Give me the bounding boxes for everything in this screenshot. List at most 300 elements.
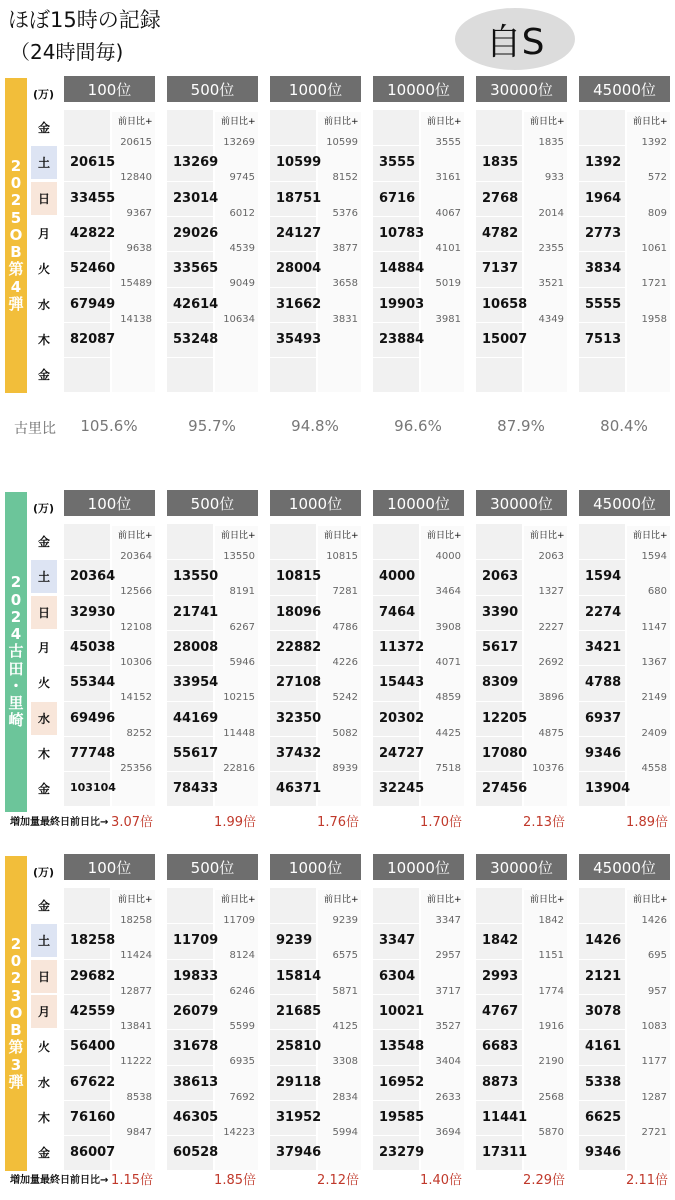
cell-value: 11709 [173, 933, 219, 949]
row-divider [167, 595, 213, 596]
row-divider [373, 322, 419, 323]
row-divider [579, 216, 625, 217]
cell-value: 33954 [173, 675, 219, 691]
diff-value: 1177 [641, 1056, 667, 1068]
diff-value: 1392 [641, 137, 667, 148]
diff-value: 1151 [538, 950, 564, 962]
cell-value: 31662 [276, 296, 322, 312]
row-divider [64, 665, 110, 666]
season-label-char: 0 [10, 590, 22, 609]
row-divider [373, 181, 419, 182]
day-label: 日 [31, 960, 57, 993]
row-divider [373, 1029, 419, 1030]
diff-value: 5376 [332, 207, 358, 219]
diff-value: 4071 [435, 656, 461, 668]
diff-header: 前日比+ [118, 531, 153, 541]
row-divider [476, 287, 522, 288]
cell-value: 19833 [173, 968, 219, 984]
season-label-char: 3 [10, 986, 22, 1005]
row-divider [373, 1100, 419, 1101]
cell-value: 77748 [70, 745, 116, 761]
cell-value: 46371 [276, 781, 322, 797]
diff-value: 957 [647, 985, 667, 997]
diff-value: 12566 [120, 586, 152, 598]
row-divider [579, 630, 625, 631]
row-divider [64, 1029, 110, 1030]
cell-value: 4782 [482, 225, 519, 241]
cell-value: 2121 [585, 968, 622, 984]
cell-value: 29026 [173, 225, 219, 241]
diff-value: 8152 [332, 172, 358, 184]
column-header: 100位 [64, 76, 155, 102]
diff-value: 4349 [538, 313, 564, 325]
cell-value: 20615 [70, 155, 116, 171]
multiplier-value: 1.70倍 [420, 815, 462, 830]
column-header: 10000位 [373, 76, 464, 102]
row-divider [64, 357, 110, 358]
column-header: 45000位 [579, 490, 670, 516]
cell-value: 27108 [276, 675, 322, 691]
row-divider [476, 181, 522, 182]
season-label-char: 0 [10, 174, 22, 193]
row-divider [167, 181, 213, 182]
day-label: 火 [37, 676, 50, 691]
day-label: 水 [37, 297, 50, 312]
diff-header: 前日比+ [530, 895, 565, 905]
row-divider [167, 322, 213, 323]
row-divider [270, 665, 316, 666]
cell-value: 6304 [379, 968, 416, 984]
cell-value: 18751 [276, 190, 322, 206]
row-divider [270, 559, 316, 560]
row-divider [270, 322, 316, 323]
cell-value: 2993 [482, 968, 519, 984]
diff-value: 2957 [435, 950, 461, 962]
row-divider [64, 1065, 110, 1066]
season-label-char: 3 [10, 1055, 22, 1074]
diff-value: 9638 [126, 242, 152, 254]
ratio-value: 87.9% [497, 417, 545, 435]
row-divider [476, 959, 522, 960]
increase-label: 増加量最終日前日比→ [10, 817, 109, 828]
cell-value: 12205 [482, 710, 528, 726]
season-label-char: 里 [8, 694, 24, 713]
season-label-char: 弾 [8, 1072, 24, 1091]
diff-value: 2227 [538, 621, 564, 633]
diff-value: 10634 [223, 313, 255, 325]
cell-value: 5617 [482, 639, 519, 655]
cell-value: 82087 [70, 331, 116, 347]
row-divider [476, 994, 522, 995]
cell-value: 33455 [70, 190, 116, 206]
diff-value: 1147 [641, 621, 667, 633]
ratio-label: 古里比 [14, 421, 56, 437]
row-divider [64, 1135, 110, 1136]
row-divider [476, 665, 522, 666]
cell-value: 2063 [482, 569, 519, 585]
row-divider [167, 216, 213, 217]
cell-value: 32930 [70, 604, 116, 620]
cell-value: 37946 [276, 1145, 322, 1161]
row-divider [270, 771, 316, 772]
cell-value: 13550 [173, 569, 219, 585]
cell-value: 45038 [70, 639, 116, 655]
diff-value: 18258 [120, 915, 152, 926]
diff-value: 1061 [641, 242, 667, 254]
cell-value: 3421 [585, 639, 622, 655]
diff-value: 3717 [435, 985, 461, 997]
row-divider [270, 145, 316, 146]
cell-value: 6716 [379, 190, 416, 206]
ratio-value: 80.4% [600, 417, 648, 435]
row-divider [579, 145, 625, 146]
season-label-char: O [9, 225, 23, 244]
diff-value: 8252 [126, 727, 152, 739]
row-divider [373, 771, 419, 772]
cell-value: 15443 [379, 675, 425, 691]
season-label [5, 492, 27, 812]
cell-value: 67949 [70, 296, 116, 312]
day-label: 土 [31, 560, 57, 593]
unit-label: (万) [33, 866, 55, 879]
row-divider [64, 959, 110, 960]
row-divider [579, 357, 625, 358]
day-label: 月 [37, 226, 50, 241]
column-header: 10000位 [373, 854, 464, 880]
page-title: ほぼ15時の記録 [8, 8, 161, 32]
day-label: 日 [31, 182, 57, 215]
cell-value: 33565 [173, 261, 219, 277]
diff-value: 6012 [229, 207, 255, 219]
multiplier-value: 1.85倍 [214, 1173, 256, 1188]
column-header: 100位 [64, 490, 155, 516]
diff-value: 13841 [120, 1020, 152, 1032]
multiplier-value: 2.11倍 [626, 1173, 668, 1188]
row-divider [64, 145, 110, 146]
diff-value: 5599 [229, 1020, 255, 1032]
row-divider [64, 994, 110, 995]
cell-value: 86007 [70, 1145, 116, 1161]
diff-value: 4125 [332, 1020, 358, 1032]
column-header: 30000位 [476, 490, 567, 516]
cell-value: 18096 [276, 604, 322, 620]
diff-header: 前日比+ [633, 895, 668, 905]
diff-value: 8124 [229, 950, 255, 962]
cell-value: 10815 [276, 569, 322, 585]
row-divider [579, 1029, 625, 1030]
diff-value: 8191 [229, 586, 255, 598]
diff-value: 6246 [229, 985, 255, 997]
row-divider [167, 701, 213, 702]
diff-value: 5871 [332, 985, 358, 997]
cell-value: 17080 [482, 745, 528, 761]
diff-value: 5946 [229, 656, 255, 668]
cell-value: 22882 [276, 639, 322, 655]
cell-value: 7513 [585, 331, 622, 347]
cell-value: 6937 [585, 710, 622, 726]
cell-value: 19903 [379, 296, 425, 312]
season-label-char: O [9, 1003, 23, 1022]
column-header: 100位 [64, 854, 155, 880]
row-divider [64, 216, 110, 217]
cell-value: 37432 [276, 745, 322, 761]
diff-value: 14152 [120, 692, 152, 704]
cell-value: 8309 [482, 675, 519, 691]
row-divider [476, 251, 522, 252]
diff-header: 前日比+ [118, 117, 153, 127]
diff-header: 前日比+ [427, 531, 462, 541]
cell-value: 32245 [379, 781, 425, 797]
day-label: 月 [37, 640, 50, 655]
diff-header: 前日比+ [530, 531, 565, 541]
row-divider [476, 1100, 522, 1101]
diff-value: 6935 [229, 1056, 255, 1068]
cell-value: 78433 [173, 781, 219, 797]
row-divider [373, 1135, 419, 1136]
cell-value: 8873 [482, 1074, 519, 1090]
cell-value: 2773 [585, 225, 622, 241]
diff-header: 前日比+ [324, 117, 359, 127]
unit-label: (万) [33, 88, 55, 101]
diff-value: 1594 [641, 551, 667, 562]
season-label-char: 第 [8, 1038, 24, 1057]
season-label-char: 古 [8, 642, 24, 661]
ratio-value: 105.6% [80, 417, 138, 435]
row-divider [167, 1029, 213, 1030]
season-label-char: 2 [10, 969, 22, 988]
diff-header: 前日比+ [324, 531, 359, 541]
cell-value: 24127 [276, 225, 322, 241]
row-divider [167, 251, 213, 252]
diff-value: 4875 [538, 727, 564, 739]
row-divider [373, 736, 419, 737]
diff-value: 3521 [538, 278, 564, 290]
diff-value: 572 [647, 172, 667, 184]
diff-value: 10306 [120, 656, 152, 668]
row-divider [167, 145, 213, 146]
row-divider [579, 559, 625, 560]
cell-value: 55344 [70, 675, 116, 691]
diff-value: 11709 [223, 915, 255, 926]
diff-value: 5082 [332, 727, 358, 739]
day-label: 土 [31, 146, 57, 179]
cell-value: 26079 [173, 1003, 219, 1019]
cell-value: 46305 [173, 1109, 219, 1125]
cell-value: 76160 [70, 1109, 116, 1125]
season-label-char: 田 [8, 659, 24, 678]
diff-value: 12840 [120, 172, 152, 184]
diff-value: 22816 [223, 762, 255, 774]
cell-value: 20364 [70, 569, 116, 585]
row-divider [167, 665, 213, 666]
row-divider [64, 595, 110, 596]
diff-value: 4859 [435, 692, 461, 704]
diff-header: 前日比+ [221, 531, 256, 541]
ratio-value: 94.8% [291, 417, 339, 435]
unit-label: (万) [33, 502, 55, 515]
row-divider [373, 959, 419, 960]
diff-value: 3658 [332, 278, 358, 290]
cell-value: 11372 [379, 639, 425, 655]
cell-value: 31678 [173, 1039, 219, 1055]
diff-value: 3464 [435, 586, 461, 598]
diff-value: 695 [647, 950, 667, 962]
row-divider [64, 322, 110, 323]
cell-value: 4161 [585, 1039, 622, 1055]
cell-value: 55617 [173, 745, 219, 761]
row-divider [373, 630, 419, 631]
cell-value: 27456 [482, 781, 528, 797]
diff-value: 2190 [538, 1056, 564, 1068]
cell-value: 56400 [70, 1039, 116, 1055]
cell-value: 1835 [482, 155, 519, 171]
diff-value: 14138 [120, 313, 152, 325]
row-divider [579, 1135, 625, 1136]
season-label-char: 2 [10, 607, 22, 626]
column-header: 30000位 [476, 854, 567, 880]
diff-value: 2692 [538, 656, 564, 668]
cell-value: 1842 [482, 933, 519, 949]
multiplier-value: 2.12倍 [317, 1173, 359, 1188]
diff-value: 14223 [223, 1126, 255, 1138]
table-section [0, 854, 675, 1188]
cell-value: 6625 [585, 1109, 622, 1125]
cell-value: 5338 [585, 1074, 622, 1090]
row-divider [373, 595, 419, 596]
diff-header: 前日比+ [221, 895, 256, 905]
diff-value: 3527 [435, 1020, 461, 1032]
cell-value: 23014 [173, 190, 219, 206]
diff-value: 2834 [332, 1091, 358, 1103]
season-label-char: 2 [10, 156, 22, 175]
season-label-char: ・ [8, 676, 24, 695]
diff-value: 1327 [538, 586, 564, 598]
row-divider [270, 287, 316, 288]
day-label: 月 [31, 995, 57, 1028]
season-label-char: 0 [10, 952, 22, 971]
row-divider [270, 181, 316, 182]
cell-value: 2768 [482, 190, 519, 206]
row-divider [476, 1029, 522, 1030]
diff-value: 13550 [223, 551, 255, 562]
row-divider [64, 630, 110, 631]
diff-value: 1287 [641, 1091, 667, 1103]
cell-value: 6683 [482, 1039, 519, 1055]
cell-value: 16952 [379, 1074, 425, 1090]
cell-value: 20302 [379, 710, 425, 726]
row-divider [373, 665, 419, 666]
cell-value: 28004 [276, 261, 322, 277]
diff-value: 2063 [538, 551, 564, 562]
diff-value: 4425 [435, 727, 461, 739]
diff-header: 前日比+ [633, 117, 668, 127]
diff-value: 5019 [435, 278, 461, 290]
row-divider [579, 1100, 625, 1101]
row-divider [167, 736, 213, 737]
season-label-char: 2 [10, 934, 22, 953]
cell-value: 53248 [173, 331, 219, 347]
row-divider [373, 559, 419, 560]
row-divider [167, 1100, 213, 1101]
cell-value: 3390 [482, 604, 519, 620]
multiplier-value: 2.13倍 [523, 815, 565, 830]
cell-value: 3347 [379, 933, 416, 949]
row-divider [579, 181, 625, 182]
cell-value: 52460 [70, 261, 116, 277]
cell-value: 14884 [379, 261, 425, 277]
diff-value: 2014 [538, 207, 564, 219]
row-divider [476, 357, 522, 358]
cell-value: 17311 [482, 1145, 528, 1161]
diff-value: 9239 [332, 915, 358, 926]
cell-value: 1426 [585, 933, 622, 949]
cell-value: 38613 [173, 1074, 219, 1090]
row-divider [476, 1135, 522, 1136]
diff-value: 5242 [332, 692, 358, 704]
row-divider [476, 701, 522, 702]
diff-value: 3896 [538, 692, 564, 704]
diff-value: 3161 [435, 172, 461, 184]
diff-header: 前日比+ [118, 895, 153, 905]
season-label-char: 2 [10, 573, 22, 592]
row-divider [167, 959, 213, 960]
diff-value: 4226 [332, 656, 358, 668]
diff-value: 12877 [120, 985, 152, 997]
diff-value: 10815 [326, 551, 358, 562]
column-header: 500位 [167, 854, 258, 880]
day-label: 金 [37, 782, 50, 797]
row-divider [270, 701, 316, 702]
diff-value: 1958 [641, 313, 667, 325]
day-label: 木 [37, 746, 50, 761]
cell-value: 7137 [482, 261, 519, 277]
row-divider [270, 1029, 316, 1030]
cell-value: 23884 [379, 331, 425, 347]
diff-value: 8538 [126, 1091, 152, 1103]
diff-value: 809 [647, 207, 667, 219]
cell-value: 10658 [482, 296, 528, 312]
row-divider [579, 287, 625, 288]
multiplier-value: 1.76倍 [317, 815, 359, 830]
ratio-value: 96.6% [394, 417, 442, 435]
diff-value: 12108 [120, 621, 152, 633]
cell-value: 13269 [173, 155, 219, 171]
cell-value: 32350 [276, 710, 322, 726]
row-divider [270, 994, 316, 995]
diff-value: 4067 [435, 207, 461, 219]
multiplier-value: 1.15倍 [111, 1173, 153, 1188]
season-label-char: 4 [10, 277, 22, 296]
cell-value: 21685 [276, 1003, 322, 1019]
season-label-char: 第 [8, 260, 24, 279]
diff-value: 25356 [120, 762, 152, 774]
row-divider [579, 595, 625, 596]
multiplier-value: 1.40倍 [420, 1173, 462, 1188]
cell-value: 42614 [173, 296, 219, 312]
column-header: 45000位 [579, 854, 670, 880]
cell-value: 25810 [276, 1039, 322, 1055]
cell-value: 10783 [379, 225, 425, 241]
row-divider [167, 923, 213, 924]
diff-value: 4558 [641, 762, 667, 774]
multiplier-value: 1.89倍 [626, 815, 668, 830]
cell-value: 24727 [379, 745, 425, 761]
cell-value: 10599 [276, 155, 322, 171]
row-divider [579, 923, 625, 924]
row-divider [270, 736, 316, 737]
diff-value: 4101 [435, 242, 461, 254]
row-divider [167, 994, 213, 995]
